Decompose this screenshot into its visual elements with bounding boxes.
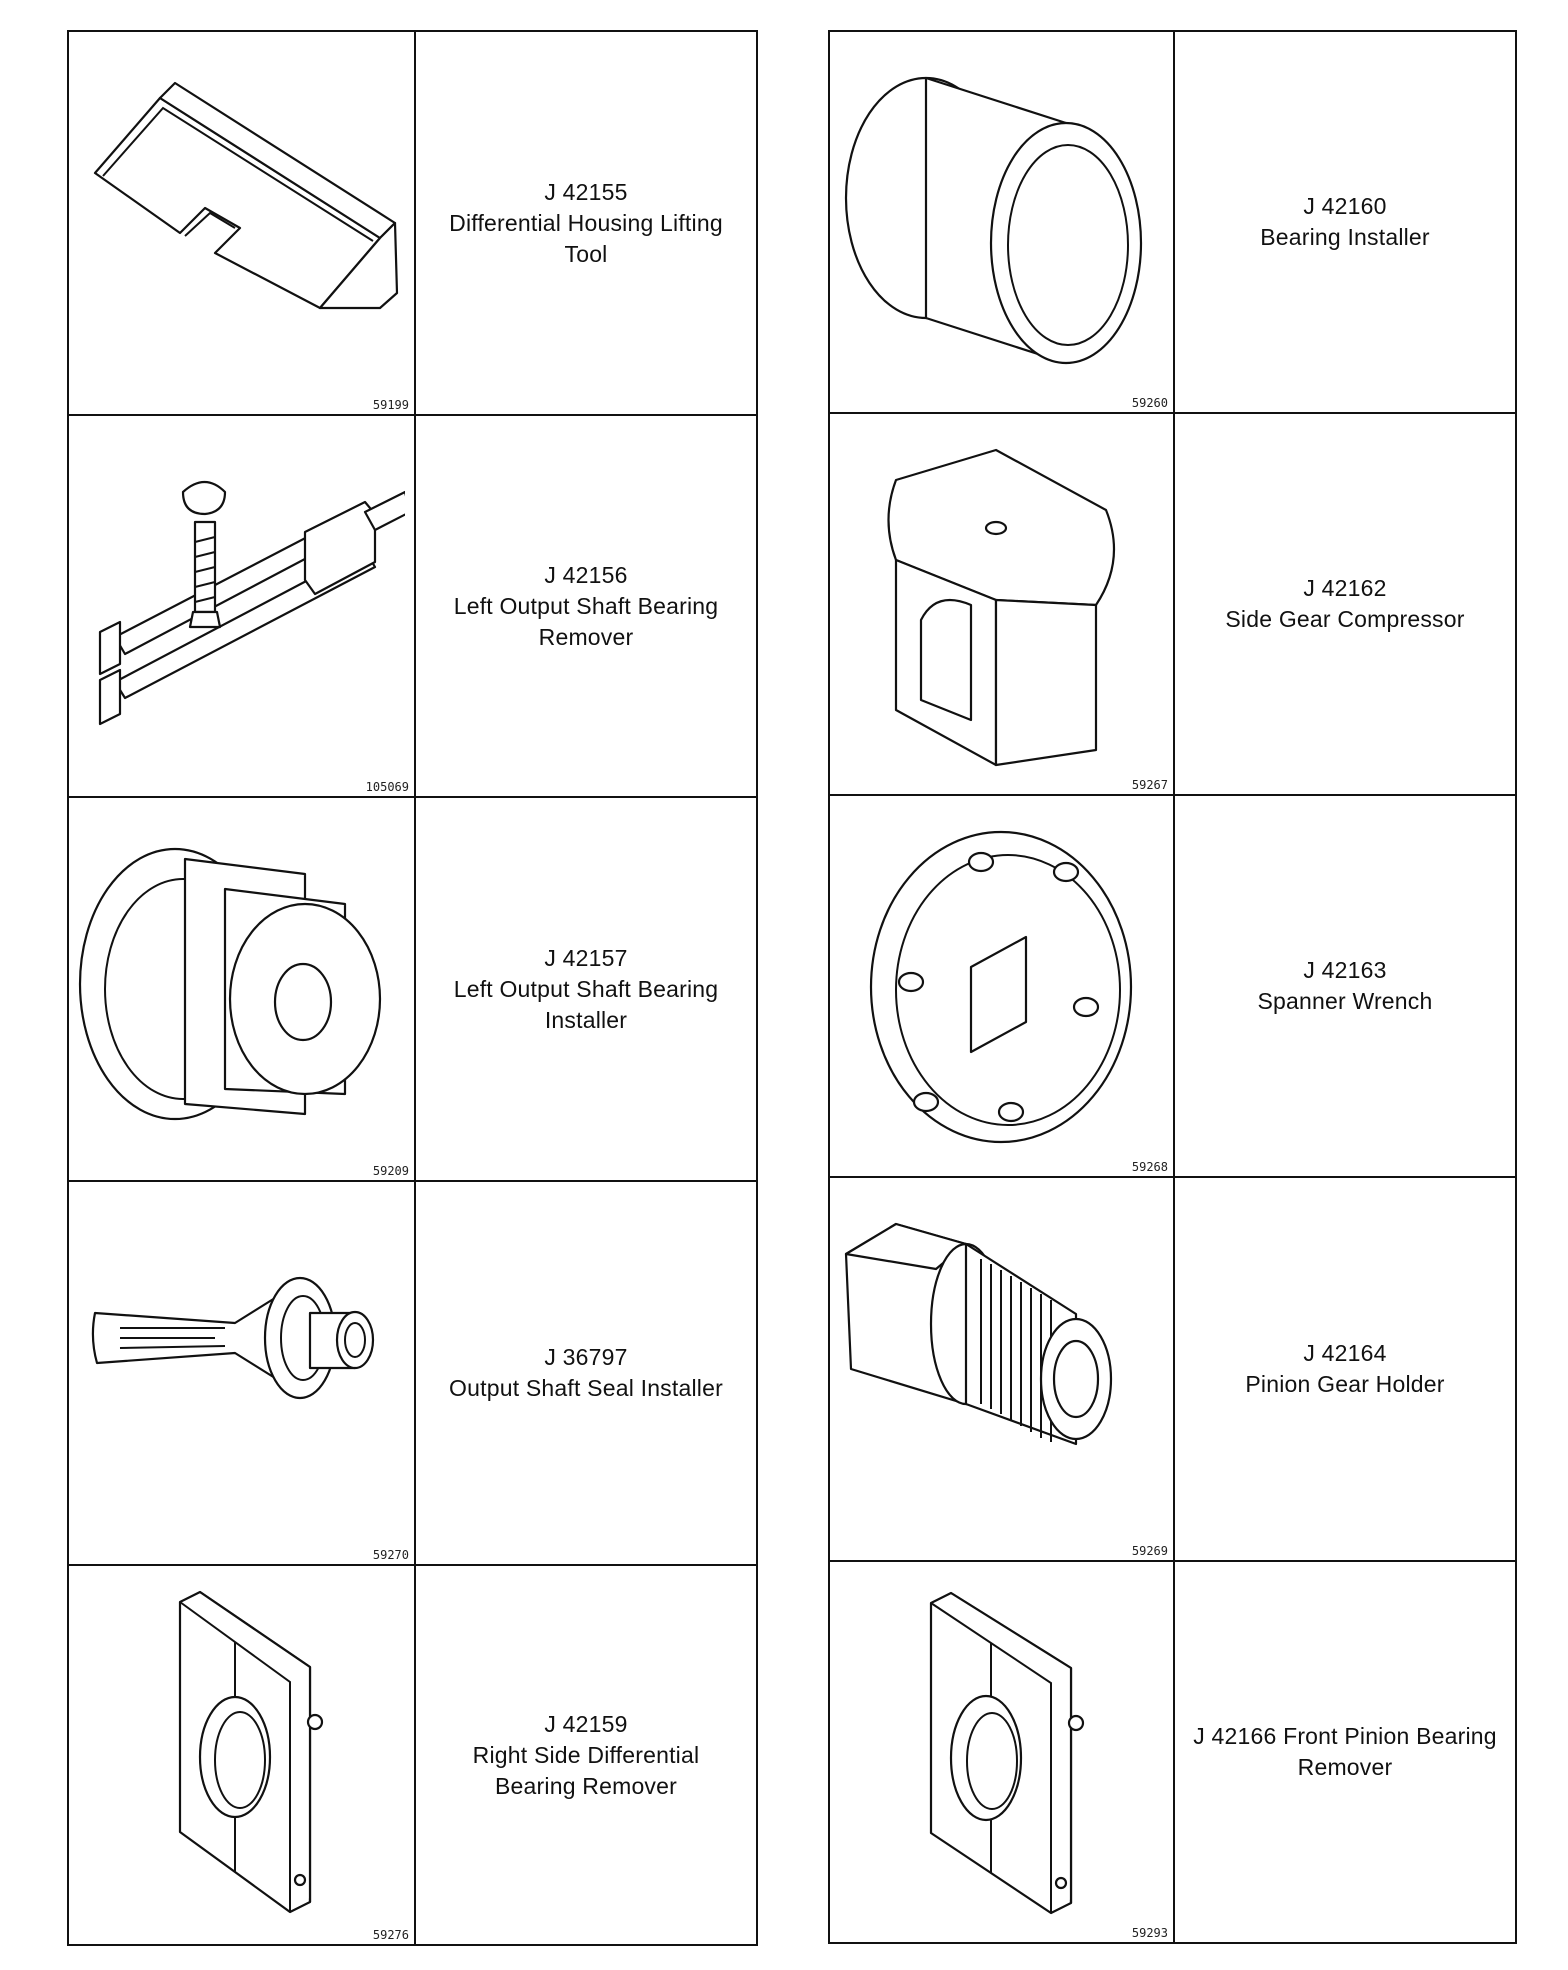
tool-number: J 42157 xyxy=(544,944,628,971)
illustration-cell xyxy=(69,1182,416,1564)
tool-name: Spanner Wrench xyxy=(1257,988,1433,1014)
bearing-remover-icon xyxy=(75,422,405,784)
tool-number: J 42155 xyxy=(544,178,628,205)
tool-name: Left Output Shaft Bearing Remover xyxy=(453,592,719,650)
illustration-cell xyxy=(830,796,1175,1176)
description-cell xyxy=(416,798,756,1180)
tool-row xyxy=(830,414,1515,796)
illustration-cell xyxy=(830,414,1175,794)
figure-id: 59260 xyxy=(1131,396,1168,410)
figure-id: 59209 xyxy=(372,1164,409,1178)
tool-name: Right Side Differential Bearing Remover xyxy=(472,1741,700,1799)
tool-name: Output Shaft Seal Installer xyxy=(449,1375,723,1401)
tool-row xyxy=(830,1178,1515,1562)
description-cell xyxy=(1175,32,1515,412)
description-cell xyxy=(1175,796,1515,1176)
illustration-cell xyxy=(69,798,416,1180)
description-cell xyxy=(416,32,756,414)
tool-number: J 42160 xyxy=(1303,193,1387,219)
tool-row xyxy=(69,1182,756,1566)
seal-installer-icon xyxy=(75,1188,405,1550)
tool-name: Differential Housing Lifting Tool xyxy=(449,209,723,267)
pinion-gear-holder-icon xyxy=(836,1184,1166,1546)
illustration-cell xyxy=(830,1562,1175,1942)
tool-row xyxy=(69,1566,756,1944)
bearing-installer-icon xyxy=(75,804,405,1166)
illustration-cell xyxy=(69,1566,416,1944)
figure-id: 59269 xyxy=(1131,1544,1168,1558)
tool-number: J 42156 xyxy=(544,561,628,588)
tool-row xyxy=(830,32,1515,414)
tool-number: J 42164 xyxy=(1303,1340,1387,1366)
description-cell xyxy=(1175,1178,1515,1560)
spanner-wrench-icon xyxy=(836,802,1166,1164)
tool-number: J 42163 xyxy=(1303,957,1387,983)
tool-row xyxy=(830,1562,1515,1942)
illustration-cell xyxy=(830,32,1175,412)
figure-id: 59270 xyxy=(372,1548,409,1562)
illustration-cell xyxy=(830,1178,1175,1560)
illustration-cell xyxy=(69,32,416,414)
lifting-tool-icon xyxy=(75,38,405,400)
figure-id: 105069 xyxy=(365,780,409,794)
tool-row xyxy=(69,32,756,416)
figure-id: 59268 xyxy=(1131,1160,1168,1174)
tool-name: Bearing Installer xyxy=(1260,224,1430,250)
figure-id: 59199 xyxy=(372,398,409,412)
tool-number: J 36797 xyxy=(544,1344,628,1370)
tool-number: J 42159 xyxy=(544,1710,628,1737)
description-cell xyxy=(416,1182,756,1564)
illustration-cell xyxy=(69,416,416,796)
cylinder-installer-icon xyxy=(836,38,1166,400)
split-plate-remover-icon xyxy=(75,1572,405,1934)
tool-name: Left Output Shaft Bearing Installer xyxy=(453,975,719,1033)
description-cell xyxy=(1175,1562,1515,1942)
split-plate-remover-icon xyxy=(836,1568,1166,1930)
tool-name: J 42166 Front Pinion Bearing Remover xyxy=(1193,1723,1497,1780)
tool-table-left xyxy=(67,30,758,1946)
tool-name: Side Gear Compressor xyxy=(1225,606,1465,632)
tool-row xyxy=(69,416,756,798)
tool-table-right xyxy=(828,30,1517,1944)
figure-id: 59276 xyxy=(372,1928,409,1942)
description-cell xyxy=(416,1566,756,1944)
tool-name: Pinion Gear Holder xyxy=(1245,1371,1445,1397)
side-gear-compressor-icon xyxy=(836,420,1166,782)
figure-id: 59267 xyxy=(1131,778,1168,792)
description-cell xyxy=(416,416,756,796)
figure-id: 59293 xyxy=(1131,1926,1168,1940)
description-cell xyxy=(1175,414,1515,794)
tool-row xyxy=(69,798,756,1182)
tool-row xyxy=(830,796,1515,1178)
tool-number: J 42162 xyxy=(1303,575,1387,601)
